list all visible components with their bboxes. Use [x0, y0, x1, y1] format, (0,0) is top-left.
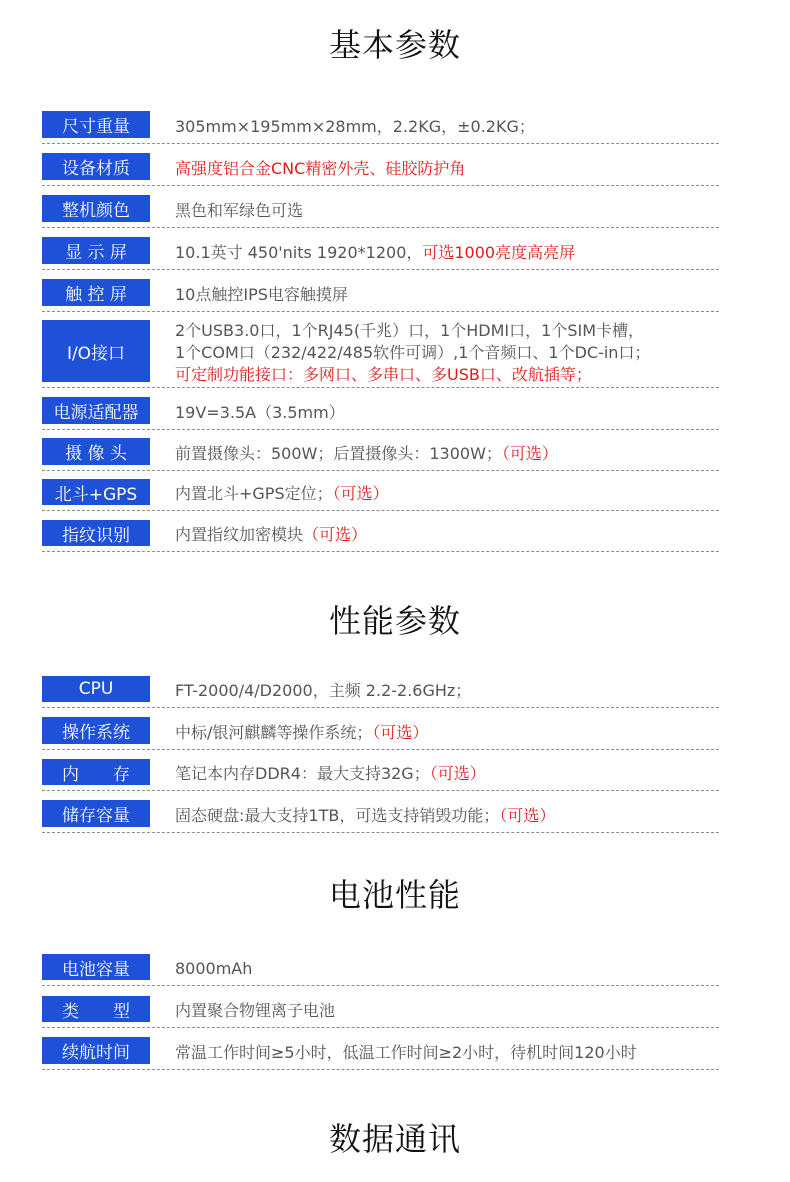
spec-label: 续航时间 [42, 1037, 150, 1064]
spec-row-material [42, 153, 719, 186]
spec-value [175, 320, 719, 385]
spec-label: CPU [42, 676, 150, 702]
spec-value [175, 279, 719, 309]
spec-label: 指纹识别 [42, 520, 150, 546]
spec-value-text: 前置摄像头：500W；后置摄像头：1300W； [175, 443, 502, 463]
spec-label: I/O接口 [42, 320, 150, 382]
spec-value [175, 717, 719, 747]
spec-value-text: 中标/银河麒麟等操作系统； [175, 722, 373, 742]
spec-value-optional: （可选） [332, 484, 389, 503]
spec-value [175, 397, 719, 427]
spec-value-text: 19V=3.5A（3.5mm） [175, 402, 345, 422]
spec-value [175, 237, 719, 267]
spec-value-text: 笔记本内存DDR4：最大支持32G； [175, 764, 430, 783]
spec-label: 尺寸重量 [42, 111, 150, 138]
spec-row-fingerprint [42, 520, 719, 552]
spec-label: 摄 像 头 [42, 438, 150, 465]
spec-value [175, 153, 719, 183]
spec-row-size [42, 111, 719, 144]
spec-label: 操作系统 [42, 717, 150, 744]
spec-label: 电池容量 [42, 954, 150, 980]
spec-value-text: 305mm×195mm×28mm，2.2KG，±0.2KG； [175, 116, 535, 136]
section-title-battery: 电池性能 [328, 876, 461, 914]
spec-row-storage [42, 800, 719, 833]
spec-row-color [42, 195, 719, 228]
spec-value-text: 内置聚合物锂离子电池 [175, 1001, 336, 1020]
spec-value-optional: （可选） [303, 525, 368, 544]
section-title-performance: 性能参数 [328, 602, 461, 640]
spec-label: 显 示 屏 [42, 237, 150, 264]
spec-label: 北斗+GPS [42, 479, 150, 505]
spec-label: 触 控 屏 [42, 279, 150, 306]
spec-row-memory [42, 759, 719, 791]
spec-label: 整机颜色 [42, 195, 150, 222]
spec-value [175, 759, 719, 788]
spec-value [175, 520, 719, 549]
spec-value-text: 内置指纹加密模块 [175, 525, 304, 544]
spec-row-os [42, 717, 719, 750]
spec-value [175, 800, 719, 830]
spec-row-battery-capacity [42, 954, 719, 986]
spec-value-text: 8000mAh [175, 959, 253, 978]
spec-label: 类 型 [42, 996, 150, 1022]
spec-value-optional: （可选） [499, 805, 556, 825]
spec-row-touch [42, 279, 719, 312]
spec-value-text: 固态硬盘:最大支持1TB，可选支持销毁功能； [175, 805, 500, 825]
spec-value-optional: （可选） [372, 722, 429, 742]
section-title-communication: 数据通讯 [328, 1120, 461, 1158]
spec-value [175, 1037, 719, 1067]
spec-value-line: 2个USB3.0口，1个RJ45(千兆）口，1个HDMI口，1个SIM卡槽， [175, 320, 645, 340]
spec-value [175, 438, 719, 468]
spec-value [175, 996, 719, 1025]
spec-label: 设备材质 [42, 153, 150, 180]
spec-value [175, 676, 719, 705]
spec-value [175, 954, 719, 983]
spec-value-text: 10.1英寸 450'nits 1920*1200， [175, 242, 423, 262]
spec-value-line: 1个COM口（232/422/485软件可调）,1个音频口、1个DC-in口； [175, 342, 651, 362]
spec-row-io [42, 320, 719, 388]
spec-value [175, 111, 719, 141]
spec-value-text: FT-2000/4/D2000，主频 2.2-2.6GHz； [175, 681, 472, 700]
spec-row-gps [42, 479, 719, 511]
spec-value-optional: （可选） [501, 443, 558, 463]
spec-label: 储存容量 [42, 800, 150, 827]
spec-value-optional: 可选1000亮度高亮屏 [422, 242, 576, 262]
spec-value-text: 高强度铝合金CNC精密外壳、硅胶防护角 [175, 158, 466, 178]
section-title-basic: 基本参数 [328, 26, 461, 64]
spec-value [175, 195, 719, 225]
spec-value-optional: （可选） [429, 764, 486, 783]
spec-label: 内 存 [42, 759, 150, 785]
spec-row-camera [42, 438, 719, 471]
spec-value-text: 内置北斗+GPS定位； [175, 484, 333, 503]
spec-row-display [42, 237, 719, 270]
spec-row-battery-life [42, 1037, 719, 1070]
spec-label: 电源适配器 [42, 397, 150, 424]
spec-row-battery-type [42, 996, 719, 1028]
spec-row-cpu [42, 676, 719, 708]
spec-value-text: 黑色和军绿色可选 [175, 200, 304, 220]
spec-row-power [42, 397, 719, 430]
spec-value [175, 479, 719, 508]
spec-value-text: 常温工作时间≥5小时，低温工作时间≥2小时，待机时间120小时 [175, 1042, 637, 1062]
spec-value-text: 10点触控IPS电容触摸屏 [175, 284, 348, 304]
spec-value-line-custom: 可定制功能接口：多网口、多串口、多USB口、改航插等； [175, 364, 592, 384]
